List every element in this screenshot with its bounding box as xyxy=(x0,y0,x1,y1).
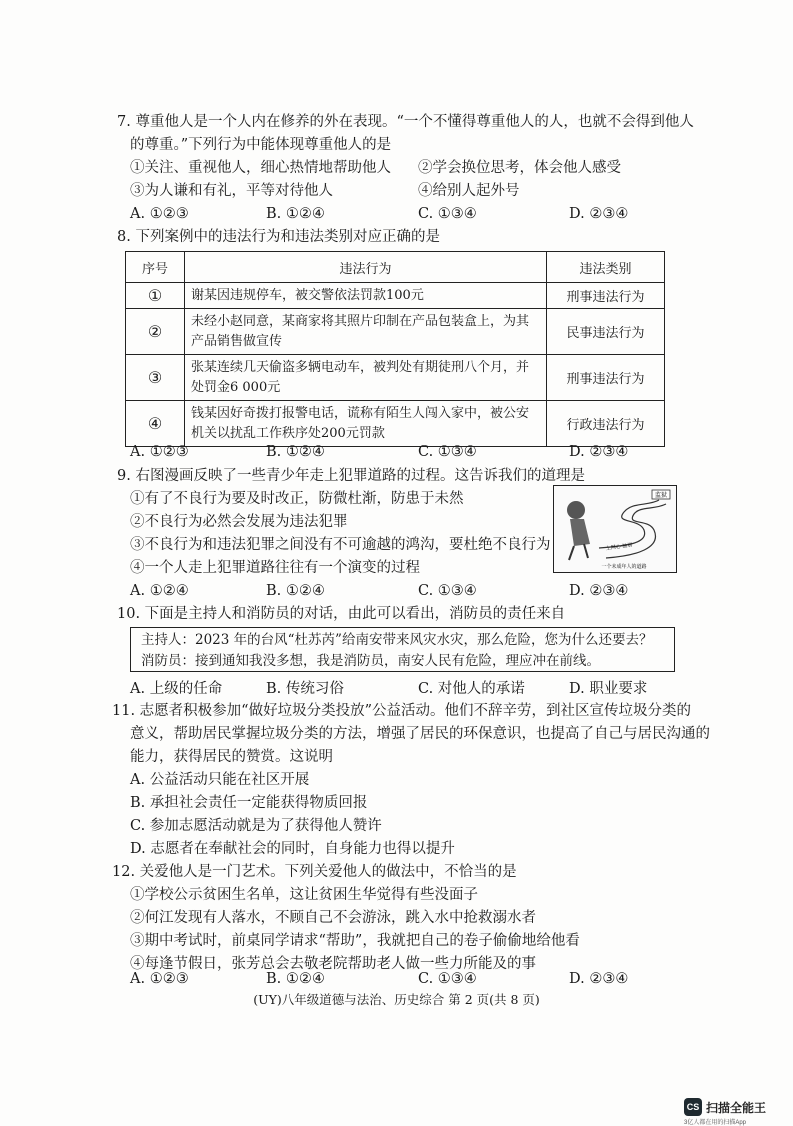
q11-option-a: A. 公益活动只能在社区开展 xyxy=(130,772,310,788)
q12-option-a: A. ①②③ xyxy=(130,971,189,987)
q7-statement-4: ④给别人起外号 xyxy=(418,183,520,199)
q11-stem-line2: 意义，帮助居民掌握垃圾分类的方法，增强了居民的环保意识，也提高了自己与居民沟通的 xyxy=(130,726,710,742)
q12-option-c: C. ①③④ xyxy=(418,971,477,987)
q12-option-b: B. ①②④ xyxy=(266,971,325,987)
header-act: 违法行为 xyxy=(185,252,547,283)
q11-stem-line1: 11. 志愿者积极参加“做好垃圾分类投放”公益活动。他们不辞辛劳，到社区宣传垃圾分类的 xyxy=(112,703,691,719)
q9-statement-4: ④一个人走上犯罪道路往往有一个演变的过程 xyxy=(130,560,420,576)
table-row xyxy=(126,355,665,401)
row-number: ① xyxy=(126,283,185,309)
q10-option-d: D. 职业要求 xyxy=(569,681,648,697)
q7-statement-2: ②学会换位思考，体会他人感受 xyxy=(418,160,621,176)
table-row xyxy=(126,309,665,355)
q8-option-a: A. ①②③ xyxy=(130,444,189,460)
q12-statement-3: ③期中考试时，前桌同学请求“帮助”，我就把自己的卷子偷偷地给他看 xyxy=(130,933,580,949)
q7-option-d: D. ②③④ xyxy=(569,206,629,222)
page-footer: (UY)八年级道德与法治、历史综合 第 2 页(共 8 页) xyxy=(253,992,540,1007)
cartoon-illustration xyxy=(554,486,676,572)
row-act: 未经小赵同意，某商家将其照片印制在产品包装盒上，为其产品销售做宣传 xyxy=(185,309,547,355)
table-header-row xyxy=(126,252,665,283)
q8-law-table xyxy=(125,251,665,447)
q10-option-a: A. 上级的任命 xyxy=(130,681,223,697)
q10-option-c: C. 对他人的承诺 xyxy=(418,681,525,697)
row-category: 民事违法行为 xyxy=(547,309,665,355)
scanner-tagline: 3亿人都在用的扫描App xyxy=(684,1120,747,1126)
q9-cartoon-image xyxy=(553,485,677,573)
q7-stem-line2: 的尊重。”下列行为中能体现尊重他人的是 xyxy=(130,137,392,153)
cartoon-caption: 一个未成年人的道路 xyxy=(601,564,647,570)
q11-option-c: C. 参加志愿活动就是为了获得他人赞许 xyxy=(130,818,382,834)
q11-option-d: D. 志愿者在奉献社会的同时，自身能力也得以提升 xyxy=(130,841,455,857)
q7-option-c: C. ①③④ xyxy=(418,206,477,222)
row-act: 张某连续几天偷盗多辆电动车，被判处有期徒刑八个月，并处罚金6 000元 xyxy=(185,355,547,401)
q12-statement-4: ④每逢节假日，张芳总会去敬老院帮助老人做一些力所能及的事 xyxy=(130,956,536,972)
q7-statement-1: ①关注、重视他人，细心热情地帮助他人 xyxy=(130,160,391,176)
q7-stem-line1: 7. 尊重他人是一个人内在修养的外在表现。“一个不懂得尊重他人的人，也就不会得到他人 xyxy=(117,114,694,130)
scanner-app-name: 扫描全能王 xyxy=(706,1100,767,1115)
dialogue-host-line: 主持人：2023 年的台风“杜苏芮”给南安带来风灾水灾，那么危险，您为什么还要去？ xyxy=(141,632,653,648)
q11-stem-line3: 能力，获得居民的赞赏。这说明 xyxy=(130,749,333,765)
q12-stem: 12. 关爱他人是一门艺术。下列关爱他人的做法中，不恰当的是 xyxy=(112,864,517,880)
row-act: 钱某因好奇拨打报警电话，谎称有陌生人闯入家中，被公安机关以扰乱工作秩序处200元罚款 xyxy=(185,401,547,447)
q8-option-d: D. ②③④ xyxy=(569,444,629,460)
row-category: 行政违法行为 xyxy=(547,401,665,447)
q10-stem: 10. 下面是主持人和消防员的对话，由此可以看出，消防员的责任来自 xyxy=(117,606,566,622)
row-category: 刑事违法行为 xyxy=(547,283,665,309)
q7-option-a: A. ①②③ xyxy=(130,206,189,222)
q10-dialogue-box xyxy=(130,627,675,672)
q9-statement-2: ②不良行为必然会发展为违法犯罪 xyxy=(130,514,348,530)
header-category: 违法类别 xyxy=(547,252,665,283)
dialogue-firefighter-line: 消防员：接到通知我没多想，我是消防员，南安人民有危险，理应冲在前线。 xyxy=(141,653,600,669)
q12-statement-2: ②何江发现有人落水，不顾自己不会游泳，跳入水中抢救溺水者 xyxy=(130,910,536,926)
q9-option-a: A. ①②④ xyxy=(130,583,189,599)
q9-option-c: C. ①③④ xyxy=(418,583,477,599)
q9-option-d: D. ②③④ xyxy=(569,583,629,599)
q11-option-b: B. 承担社会责任一定能获得物质回报 xyxy=(130,795,368,811)
row-category: 刑事违法行为 xyxy=(547,355,665,401)
q7-statement-3: ③为人谦和有礼，平等对待他人 xyxy=(130,183,333,199)
table-row xyxy=(126,283,665,309)
row-number: ③ xyxy=(126,355,185,401)
q9-statement-3: ③不良行为和违法犯罪之间没有不可逾越的鸿沟，要杜绝不良行为 xyxy=(130,537,551,553)
q8-option-b: B. ①②④ xyxy=(266,444,325,460)
scanner-watermark xyxy=(684,1098,766,1116)
q9-statement-1: ①有了不良行为要及时改正，防微杜渐，防患于未然 xyxy=(130,491,464,507)
row-number: ④ xyxy=(126,401,185,447)
q12-statement-1: ①学校公示贫困生名单，这让贫困生华觉得有些没面子 xyxy=(130,887,478,903)
q7-option-b: B. ①②④ xyxy=(266,206,325,222)
row-number: ② xyxy=(126,309,185,355)
table-row xyxy=(126,401,665,447)
cartoon-sign-text: 监狱 xyxy=(654,492,668,499)
q9-stem: 9. 右图漫画反映了一些青少年走上犯罪道路的过程。这告诉我们的道理是 xyxy=(117,468,585,484)
header-number: 序号 xyxy=(126,252,185,283)
q8-option-c: C. ①③④ xyxy=(418,444,477,460)
q9-option-b: B. ①②④ xyxy=(266,583,325,599)
q8-stem: 8. 下列案例中的违法行为和违法类别对应正确的是 xyxy=(117,229,440,245)
scanner-logo-icon: CS xyxy=(684,1098,702,1116)
cartoon-road-text: 上网心·抽烟 xyxy=(605,542,633,552)
row-act: 谢某因违规停车，被交警依法罚款100元 xyxy=(185,283,547,309)
q10-option-b: B. 传统习俗 xyxy=(266,681,344,697)
q12-option-d: D. ②③④ xyxy=(569,971,629,987)
